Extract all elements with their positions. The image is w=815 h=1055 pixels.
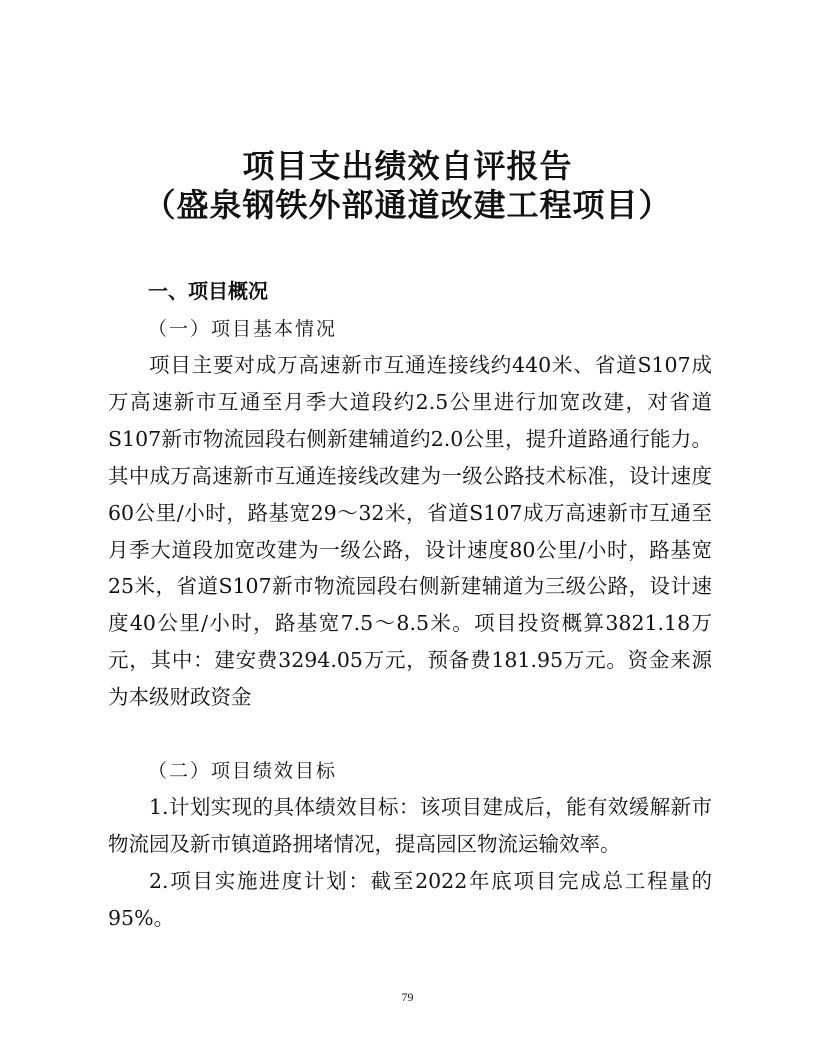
- page-number: 79: [401, 990, 414, 1004]
- paragraph-goal-item-1: 1.计划实现的具体绩效目标：该项目建成后，能有效缓解新市物流园及新市镇道路拥堵情况，提高园区物流运输效率。: [108, 795, 712, 856]
- subsection-heading-performance-goals: （二）项目绩效目标: [148, 760, 338, 782]
- report-title: 项目支出绩效自评报告: [242, 147, 573, 185]
- subsection-heading-basic-info: （一）项目基本情况: [148, 318, 338, 340]
- report-subtitle: （盛泉钢铁外部通道改建工程项目）: [143, 186, 672, 224]
- paragraph-basic-info: 项目主要对成万高速新市互通连接线约440米、省道S107成万高速新市互通至月季大道段约2.5公里进行加宽改建，对省道S107新市物流园段右侧新建辅道约2.0公里，提升道路通行能力。其中成万高速新市互通连接线改建为一级公路技术标准，设计速度60公里/小时，路基宽29～32米，省道S107成万高速新市互通至月季大道段加宽改建为一级公路，设计速度80公里/小时，路基宽25米，省道S107新市物流园段右侧新建辅道为三级公路，设计速度40公里/小时，路基宽7.5～8.5米。项目投资概算3821.18万元，其中：建安费3294.05万元，预备费181.95万元。资金来源为本级财政资金: [108, 353, 712, 710]
- section-heading-overview: 一、项目概况: [148, 279, 268, 303]
- paragraph-goal-item-2: 2.项目实施进度计划：截至2022年底项目完成总工程量的95%。: [108, 869, 712, 930]
